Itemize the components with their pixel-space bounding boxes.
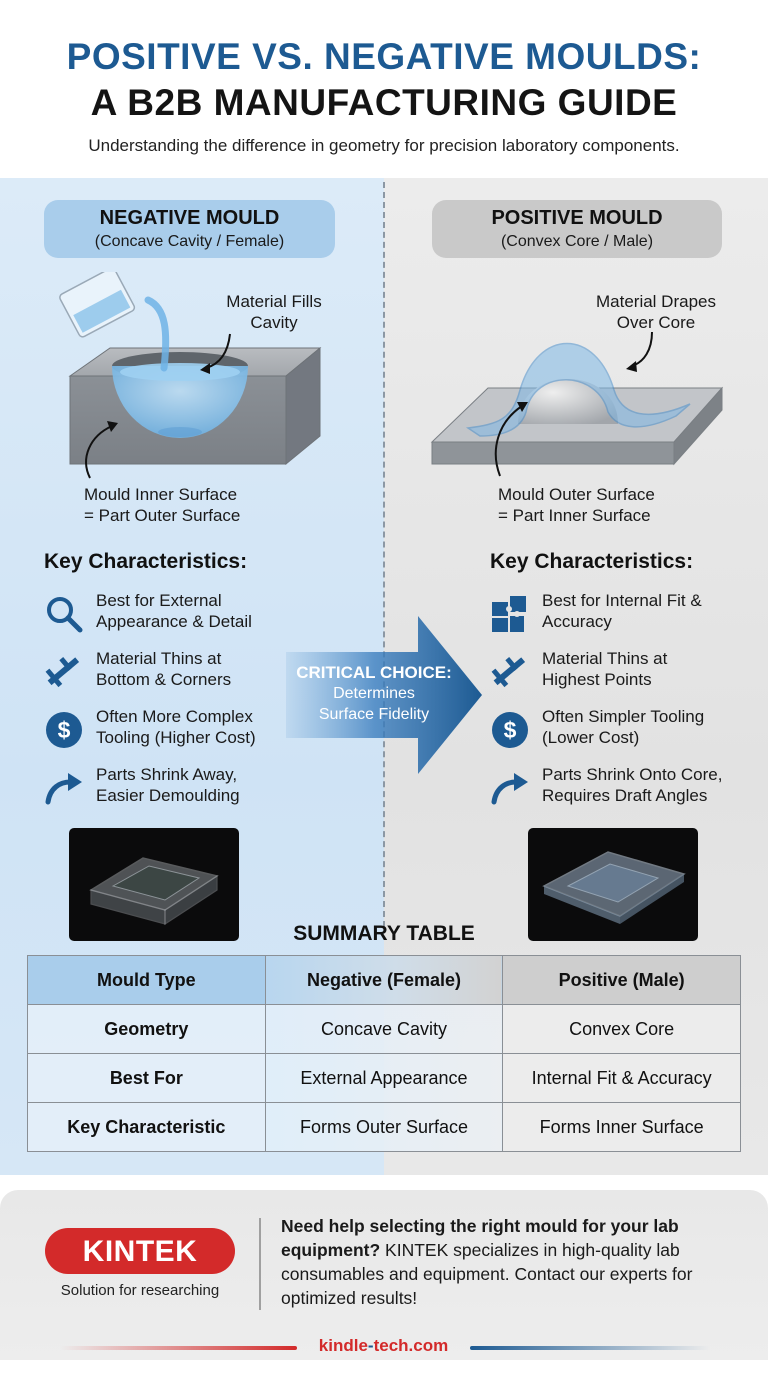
positive-mould-illustration bbox=[428, 320, 728, 470]
table-cell: Concave Cavity bbox=[265, 1005, 503, 1054]
website-link-part3: tech.com bbox=[373, 1336, 449, 1355]
table-cell: Convex Core bbox=[503, 1005, 741, 1054]
footer-cta bbox=[281, 1214, 741, 1310]
table-header-mould-type: Mould Type bbox=[28, 956, 266, 1005]
positive-feature-3-line1: Often Simpler Tooling bbox=[542, 707, 705, 726]
negative-feature-4-line2: Easier Demoulding bbox=[96, 786, 240, 805]
puzzle-icon bbox=[490, 594, 530, 634]
url-accent-line-left bbox=[60, 1346, 297, 1350]
positive-callout-top-line1: Material Drapes bbox=[596, 292, 716, 311]
negative-feature-4-line1: Parts Shrink Away, bbox=[96, 765, 238, 784]
table-header-positive: Positive (Male) bbox=[503, 956, 741, 1005]
negative-mould-title: NEGATIVE MOULD bbox=[99, 207, 280, 229]
kintek-logo-text: KINTEK bbox=[82, 1235, 198, 1268]
caliper-icon bbox=[44, 652, 84, 692]
table-row bbox=[28, 1005, 741, 1054]
magnifier-icon bbox=[44, 594, 84, 634]
table-cell: Forms Outer Surface bbox=[265, 1103, 503, 1152]
positive-callout-top bbox=[594, 291, 718, 333]
positive-callout-top-arrow-icon bbox=[618, 330, 668, 376]
footer-cta-question: Need help selecting the right mould for your lab equipment? bbox=[281, 1216, 679, 1260]
table-row bbox=[28, 1054, 741, 1103]
negative-callout-bottom bbox=[84, 484, 280, 526]
negative-feature-1-line2: Appearance & Detail bbox=[96, 612, 252, 631]
footer-divider bbox=[259, 1218, 261, 1310]
negative-feature-4-text bbox=[96, 764, 296, 806]
negative-callout-bottom-arrow-icon bbox=[74, 414, 134, 484]
positive-feature-4-line2: Requires Draft Angles bbox=[542, 786, 708, 805]
positive-callout-bottom-line2: = Part Inner Surface bbox=[498, 506, 651, 525]
negative-feature-2-line2: Bottom & Corners bbox=[96, 670, 232, 689]
logo-tagline: Solution for researching bbox=[60, 1282, 220, 1299]
critical-choice-line1: CRITICAL CHOICE: bbox=[296, 663, 452, 682]
table-row bbox=[28, 1103, 741, 1152]
url-accent-line-right bbox=[470, 1346, 710, 1350]
positive-feature-4-line1: Parts Shrink Onto Core, bbox=[542, 765, 723, 784]
page-title-line1: POSITIVE VS. NEGATIVE MOULDS: bbox=[66, 36, 702, 77]
negative-callout-top-arrow-icon bbox=[190, 330, 250, 380]
positive-feature-4-text bbox=[542, 764, 742, 806]
table-cell: External Appearance bbox=[265, 1054, 503, 1103]
table-row-label: Geometry bbox=[28, 1005, 266, 1054]
negative-feature-1-text bbox=[96, 590, 296, 632]
page-subtitle: Understanding the difference in geometry for precision laboratory components. bbox=[88, 136, 680, 155]
positive-feature-2-line2: Highest Points bbox=[542, 670, 652, 689]
negative-callout-top-line2: Cavity bbox=[250, 313, 298, 332]
positive-feature-2-text bbox=[542, 648, 742, 690]
table-header-row bbox=[28, 956, 741, 1005]
positive-mould-label bbox=[432, 200, 722, 258]
positive-feature-3-line2: (Lower Cost) bbox=[542, 728, 640, 747]
table-header-negative: Negative (Female) bbox=[265, 956, 503, 1005]
dollar-icon bbox=[490, 710, 530, 750]
table-cell: Internal Fit & Accuracy bbox=[503, 1054, 741, 1103]
negative-feature-3-line2: Tooling (Higher Cost) bbox=[96, 728, 256, 747]
positive-callout-top-line2: Over Core bbox=[616, 313, 696, 332]
positive-feature-1-line2: Accuracy bbox=[542, 612, 612, 631]
negative-callout-bottom-line2: = Part Outer Surface bbox=[84, 506, 241, 525]
kintek-logo[interactable] bbox=[45, 1228, 235, 1274]
positive-callout-bottom bbox=[498, 484, 698, 526]
footer-cta-body: KINTEK specializes in high-quality lab consumables and equipment. Contact our experts for optimized results! bbox=[281, 1240, 693, 1308]
table-row-label: Key Characteristic bbox=[28, 1103, 266, 1152]
table-row-label: Best For bbox=[28, 1054, 266, 1103]
positive-feature-3-text bbox=[542, 706, 742, 748]
positive-feature-1-text bbox=[542, 590, 742, 632]
page-title-line2: A B2B MANUFACTURING GUIDE bbox=[90, 82, 678, 123]
positive-feature-2-line1: Material Thins at bbox=[542, 649, 668, 668]
positive-feature-1-line1: Best for Internal Fit & bbox=[542, 591, 702, 610]
website-link-part2: - bbox=[367, 1336, 374, 1355]
critical-choice-label bbox=[286, 662, 462, 725]
curved-arrow-icon bbox=[44, 768, 84, 808]
negative-mould-label bbox=[44, 200, 335, 258]
negative-callout-bottom-line1: Mould Inner Surface bbox=[84, 485, 238, 504]
website-link-part1: kindle bbox=[318, 1336, 368, 1355]
positive-callout-bottom-arrow-icon bbox=[488, 390, 548, 482]
positive-mould-title: POSITIVE MOULD bbox=[491, 207, 663, 229]
negative-key-characteristics-heading: Key Characteristics: bbox=[44, 550, 248, 573]
negative-callout-top-line1: Material Fills bbox=[226, 292, 322, 311]
caliper-icon bbox=[490, 652, 530, 692]
panel-divider bbox=[383, 182, 385, 927]
curved-arrow-icon bbox=[490, 768, 530, 808]
website-link[interactable] bbox=[297, 1336, 470, 1356]
svg-text:$: $ bbox=[503, 717, 517, 743]
negative-feature-2-line1: Material Thins at bbox=[96, 649, 222, 668]
critical-choice-line3: Surface Fidelity bbox=[318, 706, 430, 723]
negative-feature-2-text bbox=[96, 648, 296, 690]
negative-feature-1-line1: Best for External bbox=[96, 591, 222, 610]
positive-mould-subtitle: (Convex Core / Male) bbox=[500, 233, 654, 250]
summary-table-title: SUMMARY TABLE bbox=[293, 922, 475, 945]
negative-feature-3-text bbox=[96, 706, 296, 748]
negative-feature-3-line1: Often More Complex bbox=[96, 707, 253, 726]
svg-text:$: $ bbox=[57, 717, 71, 743]
negative-callout-top bbox=[206, 291, 342, 333]
positive-callout-bottom-line1: Mould Outer Surface bbox=[498, 485, 655, 504]
summary-table bbox=[27, 955, 741, 1152]
negative-mould-subtitle: (Concave Cavity / Female) bbox=[94, 233, 285, 250]
dollar-icon bbox=[44, 710, 84, 750]
header bbox=[0, 0, 768, 178]
critical-choice-line2: Determines bbox=[333, 685, 415, 702]
table-cell: Forms Inner Surface bbox=[503, 1103, 741, 1152]
positive-key-characteristics-heading: Key Characteristics: bbox=[490, 550, 694, 573]
